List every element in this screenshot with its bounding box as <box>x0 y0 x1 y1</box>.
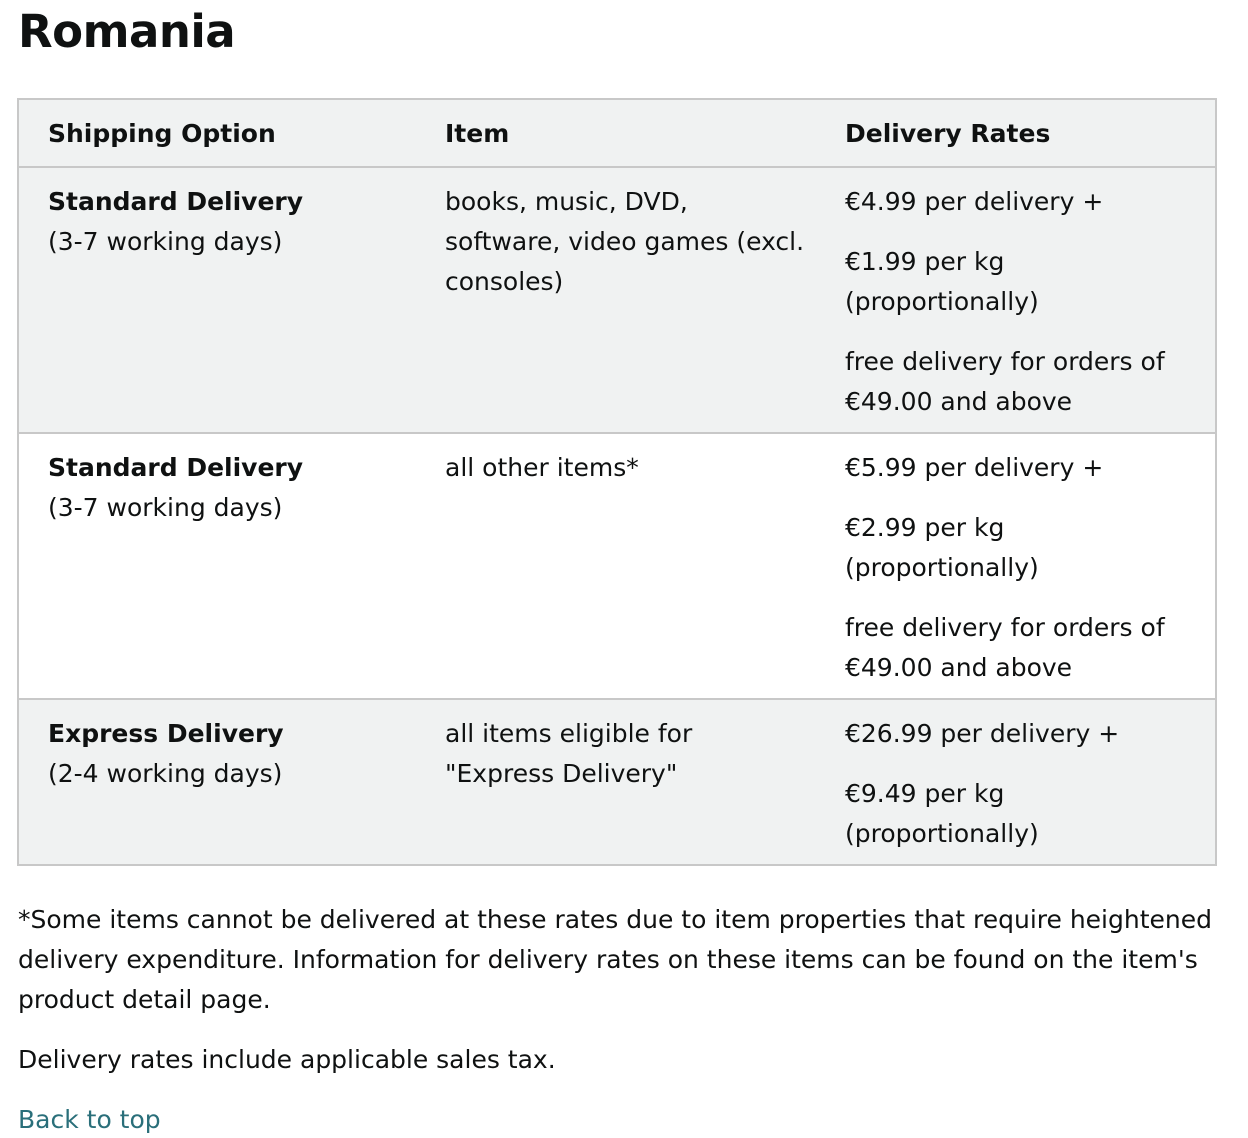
shipping-option-days: (2-4 working days) <box>48 759 283 788</box>
column-header-item: Item <box>416 99 816 167</box>
rate-line: €2.99 per kg (proportionally) <box>845 513 1039 582</box>
back-to-top-link[interactable]: Back to top <box>18 1105 161 1134</box>
item-cell: books, music, DVD, software, video games (excl. consoles) <box>416 167 816 433</box>
rate-line: €9.49 per kg (proportionally) <box>845 779 1039 848</box>
shipping-option-name: Standard Delivery <box>48 187 304 216</box>
footnote: *Some items cannot be delivered at these rates due to item properties that require heightened delivery expenditure. Information for delivery rates on these items can be found on the item's product detail page. <box>18 905 1212 1014</box>
column-header-shipping-option: Shipping Option <box>18 99 416 167</box>
page-title: Romania <box>18 5 236 58</box>
shipping-option-cell <box>18 699 416 865</box>
shipping-rates-table <box>17 98 1217 866</box>
table-header-row <box>18 99 1216 167</box>
table-row <box>18 433 1216 699</box>
rate-line: free delivery for orders of €49.00 and above <box>845 613 1165 682</box>
rate-line: €4.99 per delivery + <box>845 187 1104 216</box>
delivery-rates-cell <box>816 699 1216 865</box>
table-row <box>18 699 1216 865</box>
item-cell: all other items* <box>416 433 816 699</box>
item-cell: all items eligible for "Express Delivery" <box>416 699 816 865</box>
column-header-delivery-rates: Delivery Rates <box>816 99 1216 167</box>
shipping-option-name: Express Delivery <box>48 719 284 748</box>
table-row <box>18 167 1216 433</box>
rate-line: €5.99 per delivery + <box>845 453 1104 482</box>
shipping-option-name: Standard Delivery <box>48 453 304 482</box>
rate-line: free delivery for orders of €49.00 and above <box>845 347 1165 416</box>
shipping-option-cell <box>18 167 416 433</box>
tax-note: Delivery rates include applicable sales tax. <box>18 1045 556 1074</box>
shipping-option-cell <box>18 433 416 699</box>
shipping-option-days: (3-7 working days) <box>48 493 283 522</box>
shipping-option-days: (3-7 working days) <box>48 227 283 256</box>
delivery-rates-cell <box>816 167 1216 433</box>
rate-line: €1.99 per kg (proportionally) <box>845 247 1039 316</box>
delivery-rates-cell <box>816 433 1216 699</box>
rate-line: €26.99 per delivery + <box>845 719 1120 748</box>
